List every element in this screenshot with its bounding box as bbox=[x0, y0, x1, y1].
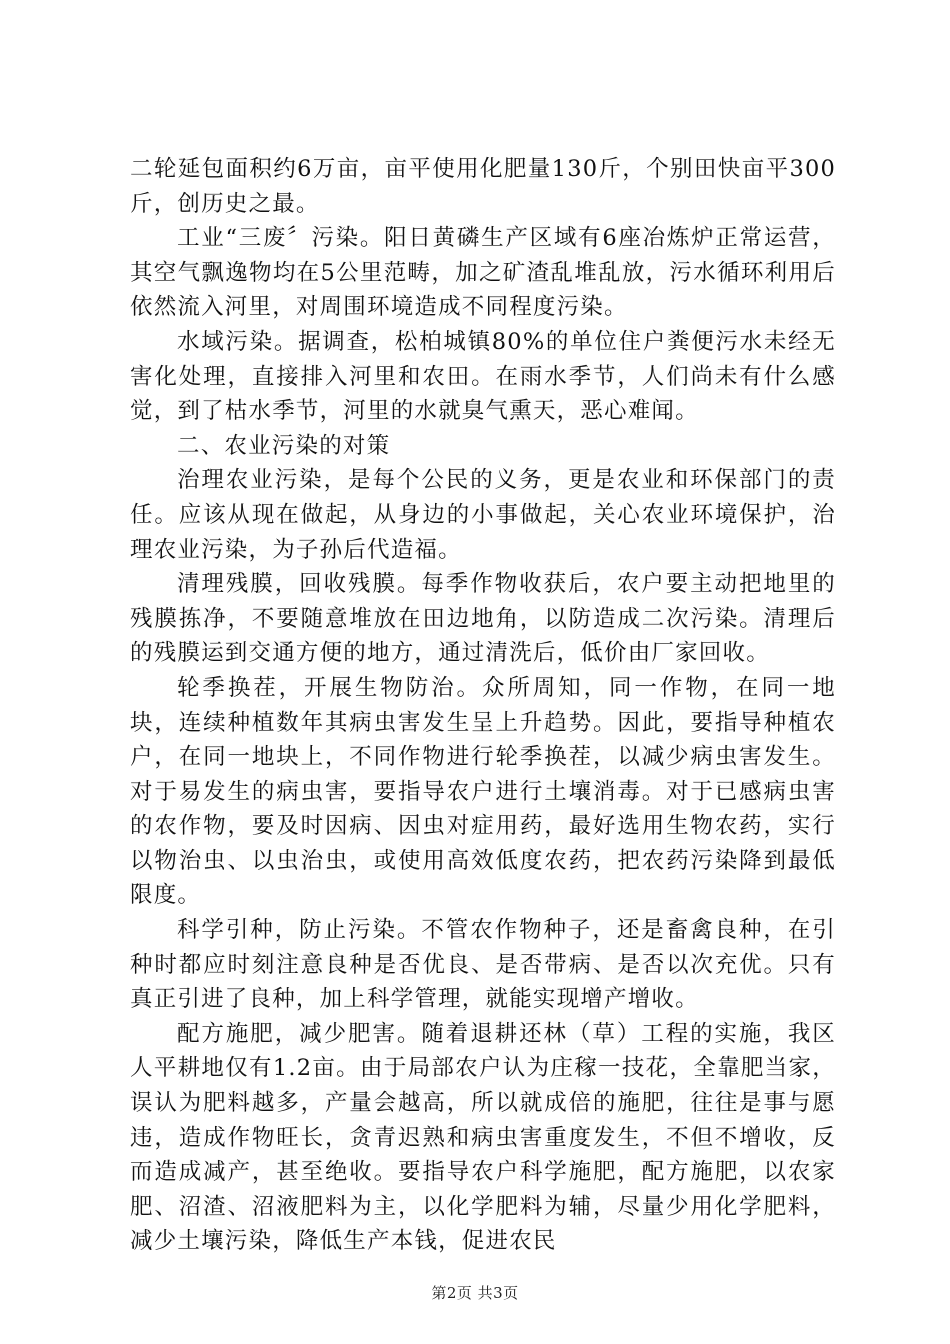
paragraph-industrial-waste-pollution: 工业“三废〞污染。阳日黄磷生产区域有6座冶炼炉正常运营，其空气飘逸物均在5公里范畴，加之矿渣乱堆乱放，污水循环利用后依然流入河里，对周围环境造成不同程度污染。 bbox=[130, 225, 836, 321]
paragraph-residual-film: 清理残膜，回收残膜。每季作物收获后，农户要主动把地里的残膜拣净，不要随意堆放在田边地角，以防造成二次污染。清理后的残膜运到交通方便的地方，通过清洗后，低价由厂家回收。 bbox=[130, 571, 836, 667]
document-body bbox=[130, 152, 836, 1259]
paragraph-crop-rotation: 轮季换茬，开展生物防治。众所周知，同一作物，在同一地块，连续种植数年其病虫害发生呈上升趋势。因此，要指导种植农户，在同一地块上，不同作物进行轮季换茬，以减少病虫害发生。对于易发生的病虫害，要指导农户进行土壤消毒。对于已感病虫害的农作物，要及时因病、因虫对症用药，最好选用生物农药，实行以物治虫、以虫治虫，或使用高效低度农药，把农药污染降到最低限度。 bbox=[130, 674, 836, 909]
paragraph-governance-intro: 治理农业污染，是每个公民的义务，更是农业和环保部门的责任。应该从现在做起，从身边的小事做起，关心农业环境保护，治理农业污染，为子孙后代造福。 bbox=[130, 467, 836, 563]
page-footer: 第2页 共3页 bbox=[431, 1284, 519, 1302]
section-heading-countermeasures: 二、农业污染的对策 bbox=[177, 432, 391, 459]
paragraph-scientific-introduction: 科学引种，防止污染。不管农作物种子，还是畜禽良种，在引种时都应时刻注意良种是否优良、是否带病、是否以次充优。只有真正引进了良种，加上科学管理，就能实现增产增收。 bbox=[130, 917, 836, 1013]
paragraph-water-pollution: 水域污染。据调查，松柏城镇80%的单位住户粪便污水未经无害化处理，直接排入河里和农田。在雨水季节，人们尚未有什么感觉，到了枯水季节，河里的水就臭气熏天，恶心难闻。 bbox=[130, 328, 836, 425]
paragraph-continuation: 二轮延包面积约6万亩，亩平使用化肥量130斤，个别田快亩平300斤，创历史之最。 bbox=[130, 156, 836, 217]
paragraph-formula-fertilization: 配方施肥，减少肥害。随着退耕还林（草）工程的实施，我区人平耕地仅有1.2亩。由于局部农户认为庄稼一技花，全靠肥当家，误认为肥料越多，产量会越高，所以就成倍的施肥，往往是事与愿违，造成作物旺长，贪青迟熟和病虫害重度发生，不但不增收，反而造成减产，甚至绝收。要指导农户科学施肥，配方施肥，以农家肥、沼渣、沼液肥料为主，以化学肥料为辅，尽量少用化学肥料，减少土壤污染，降低生产本钱，促进农民 bbox=[130, 1020, 836, 1255]
